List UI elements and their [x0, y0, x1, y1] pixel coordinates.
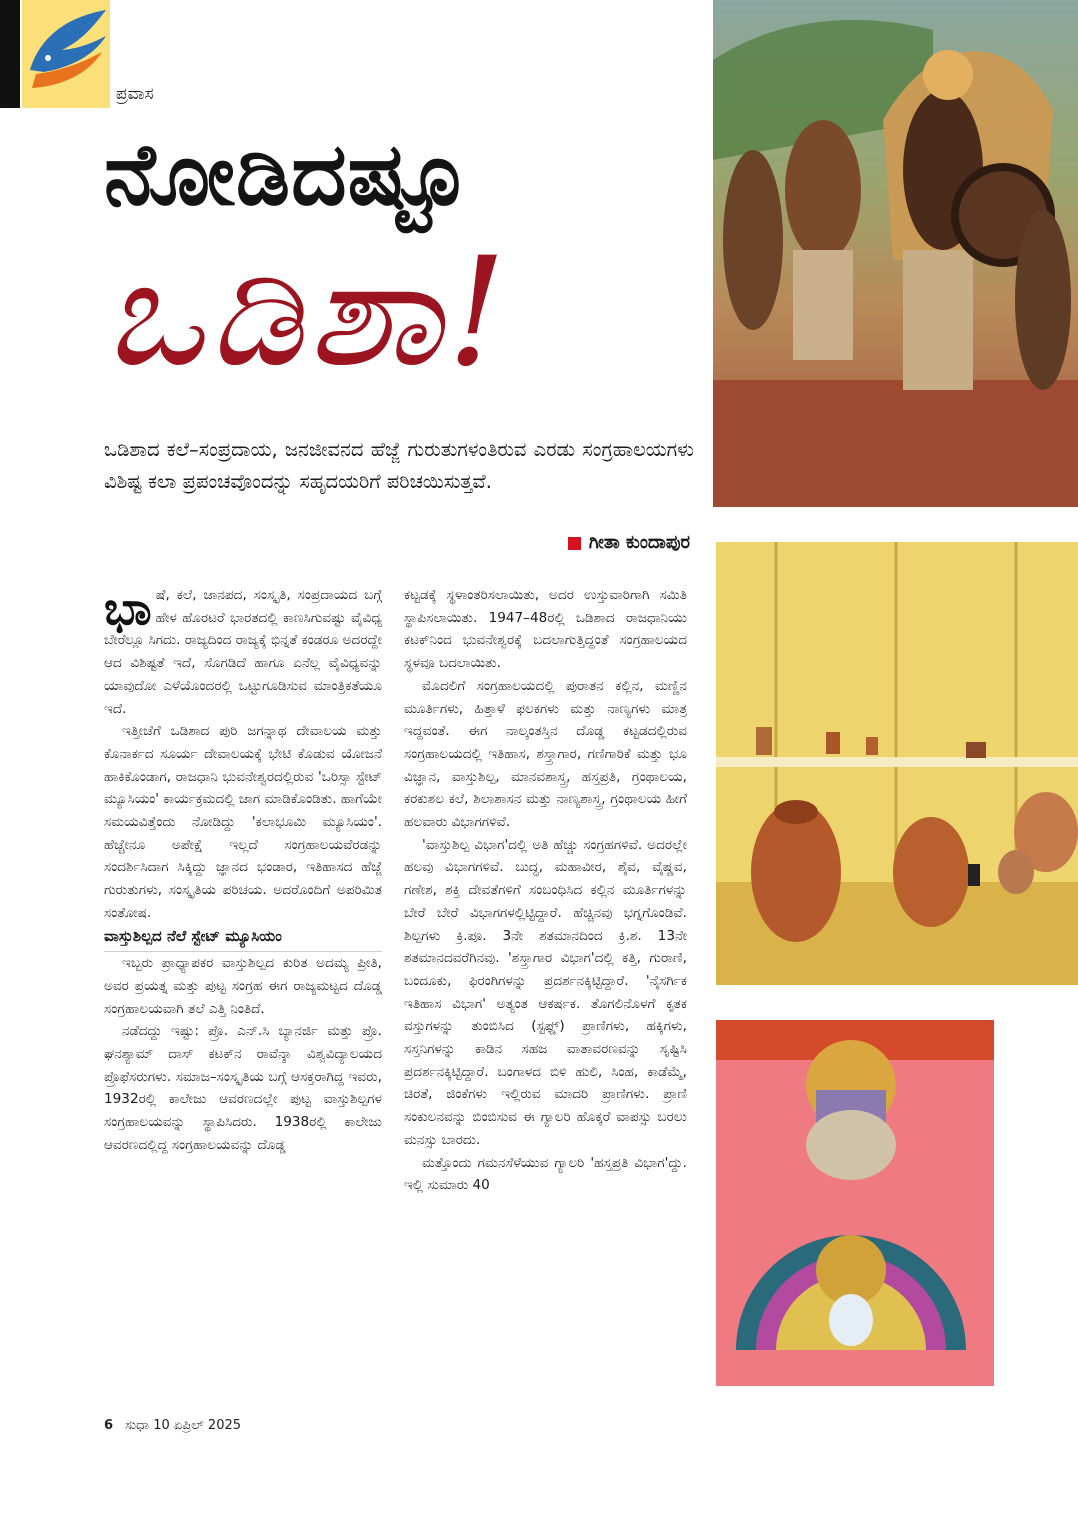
- author-name: ಗೀತಾ ಕುಂದಾಪುರ: [588, 532, 690, 553]
- photo-chhau-mask: [716, 1020, 994, 1386]
- author-byline: [505, 532, 690, 553]
- bird-logo: [22, 0, 110, 108]
- photo-tribal-diorama: [713, 0, 1078, 507]
- dropcap: ಭಾ: [104, 581, 152, 635]
- article-column-1: [104, 581, 382, 1157]
- section-label: ಪ್ರವಾಸ: [116, 84, 154, 104]
- paragraph: [104, 581, 382, 720]
- byline-square-icon: [568, 537, 581, 550]
- paragraph: ಕಟ್ಟಡಕ್ಕೆ ಸ್ಥಳಾಂತರಿಸಲಾಯಿತು, ಅದರ ಉಸ್ತುವಾರಿಗಾಗಿ ಸಮಿತಿ ಸ್ಥಾಪಿಸಲಾಯಿತು. 1947–48ರಲ್ಲಿ ಒಡಿಶಾದ ರಾಜಧಾನಿಯು ಕಟಕ್‌ನಿಂದ ಭುವನೇಶ್ವರಕ್ಕೆ ಬದಲಾಗುತ್ತಿದ್ದಂತೆ ಸಂಗ್ರಹಾಲಯದ ಸ್ಥಳವೂ ಬದಲಾಯಿತು.: [404, 587, 687, 672]
- subheading: ವಾಸ್ತುಶಿಲ್ಪದ ನೆಲೆ ಸ್ಟೇಟ್ ಮ್ಯೂಸಿಯಂ: [104, 925, 382, 953]
- headline-line2: ಒಡಿಶಾ!: [104, 226, 511, 400]
- intro-text: ಒಡಿಶಾದ ಕಲೆ–ಸಂಪ್ರದಾಯ, ಜನಜೀವನದ ಹೆಜ್ಜೆ ಗುರುತುಗಳಂತಿರುವ ಎರಡು ಸಂಗ್ರಹಾಲಯಗಳು ವಿಶಿಷ್ಟ ಕಲಾ ಪ್ರಪಂಚವೊಂದನ್ನು ಸಹೃದಯರಿಗೆ ಪರಿಚಯಿಸುತ್ತವೆ.: [104, 438, 694, 493]
- bird-logo-icon: [22, 0, 110, 108]
- logo-bar: [0, 0, 20, 108]
- paragraph: ಮತ್ತೊಂದು ಗಮನಸೆಳೆಯುವ ಗ್ಯಾಲರಿ 'ಹಸ್ತಪ್ರತಿ ವಿಭಾಗ'ದ್ದು. ಇಲ್ಲಿ ಸುಮಾರು 40: [404, 1154, 687, 1194]
- paragraph: ಇತ್ತೀಚೆಗೆ ಒಡಿಶಾದ ಪುರಿ ಜಗನ್ನಾಥ ದೇವಾಲಯ ಮತ್ತು ಕೊನಾರ್ಕದ ಸೂರ್ಯ ದೇವಾಲಯಕ್ಕೆ ಭೇಟಿ ಕೊಡುವ ಯೋಜನೆ ಹಾಕಿಕೊಂಡಾಗ, ರಾಜಧಾನಿ ಭುವನೇಶ್ವರದಲ್ಲಿರುವ 'ಒರಿಸ್ಸಾ ಸ್ಟೇಟ್ ಮ್ಯೂಸಿಯಂ' ಕಾರ್ಯಕ್ರಮದಲ್ಲಿ ಜಾಗ ಮಾಡಿಕೊಂಡಿತು. ಹಾಗೆಯೇ ಸಮಯವಿತ್ತೆಂದು ನೋಡಿದ್ದು 'ಕಲಾಭೂಮಿ ಮ್ಯೂಸಿಯಂ'. ಹೆಚ್ಚೇನೂ ಅಪೇಕ್ಷೆ ಇಲ್ಲದೆ ಸಂಗ್ರಹಾಲಯವೆರಡನ್ನು ಸಂದರ್ಶಿಸಿದಾಗ ಸಿಕ್ಕಿದ್ದು ಜ್ಞಾನದ ಭಂಡಾರ, ಇತಿಹಾಸದ ಹೆಜ್ಜೆ ಗುರುತುಗಳು, ಸಂಸ್ಕೃತಿಯ ಪರಿಚಯ. ಅದರೊಂದಿಗೆ ಅಪರಿಮಿತ ಸಂತೋಷ.: [104, 723, 382, 921]
- page-number: 6: [104, 1418, 114, 1433]
- paragraph: 'ವಾಸ್ತುಶಿಲ್ಪ ವಿಭಾಗ'ದಲ್ಲಿ ಅತಿ ಹೆಚ್ಚು ಸಂಗ್ರಹಗಳಿವೆ. ಅದರಲ್ಲೇ ಹಲವು ವಿಭಾಗಗಳಿವೆ. ಬುದ್ಧ, ಮಹಾವೀರ, ಶೈವ, ವೈಷ್ಣವ, ಗಣೇಶ, ಶಕ್ತಿ ದೇವತೆಗಳಿಗೆ ಸಂಬಂಧಿಸಿದ ಕಲ್ಲಿನ ಮೂರ್ತಿಗಳನ್ನು ಬೇರೆ ಬೇರೆ ವಿಭಾಗಗಳಲ್ಲಿಟ್ಟಿದ್ದಾರೆ. ಹೆಚ್ಚಿನವು ಭಗ್ನಗೊಂಡಿವೆ. ಶಿಲ್ಪಗಳು ಕ್ರಿ.ಪೂ. 3ನೇ ಶತಮಾನದಿಂದ ಕ್ರಿ.ಶ. 13ನೇ ಶತಮಾನದವರೆಗಿನವು. 'ಶಸ್ತ್ರಾಗಾರ ವಿಭಾಗ'ದಲ್ಲಿ ಕತ್ತಿ, ಗುರಾಣಿ, ಬಂದೂಕು, ಫಿರಂಗಿಗಳನ್ನು ಪ್ರದರ್ಶನಕ್ಕಿಟ್ಟಿದ್ದಾರೆ. 'ನೈಸರ್ಗಿಕ ಇತಿಹಾಸ ವಿಭಾಗ' ಅತ್ಯಂತ ಆಕರ್ಷಕ. ತೊಗಲಿನೊಳಗೆ ಕೃತಕ ವಸ್ತುಗಳನ್ನು ತುಂಬಿಸಿದ (ಸ್ಟಫ್ಡ್) ಪ್ರಾಣಿಗಳು, ಹಕ್ಕಿಗಳು, ಸಸ್ತನಿಗಳನ್ನು ಕಾಡಿನ ಸಹಜ ವಾತಾವರಣವನ್ನು ಸೃಷ್ಟಿಸಿ ಪ್ರದರ್ಶನಕ್ಕಿಟ್ಟಿದ್ದಾರೆ. ಬಂಗಾಳದ ಬಿಳಿ ಹುಲಿ, ಸಿಂಹ, ಕಾಡೆಮ್ಮೆ, ಚಿರತೆ, ಜಿಂಕೆಗಳು ಇಲ್ಲಿರುವ ಮಾದರಿ ಪ್ರಾಣಿಗಳು. ಪ್ರಾಣಿ ಸಂಕುಲನವನ್ನು ಬಿಂಬಿಸುವ ಈ ಗ್ಯಾಲರಿ ಹೊಕ್ಕರೆ ವಾಪಸ್ಸು ಬರಲು ಮನಸ್ಸು ಬಾರದು.: [404, 836, 687, 1148]
- page-footer: [104, 1418, 241, 1433]
- paragraph: ಇಬ್ಬರು ಪ್ರಾಧ್ಯಾಪಕರ ವಾಸ್ತುಶಿಲ್ಪದ ಕುರಿತ ಅದಮ್ಯ ಪ್ರೀತಿ, ಅವರ ಪ್ರಯತ್ನ ಮತ್ತು ಪುಟ್ಟ ಸಂಗ್ರಹ ಈಗ ರಾಜ್ಯಮಟ್ಟದ ದೊಡ್ಡ ಸಂಗ್ರಹಾಲಯವಾಗಿ ತಲೆ ಎತ್ತಿ ನಿಂತಿದೆ.: [104, 955, 382, 1017]
- magazine-issue: ಸುಧಾ 10 ಏಪ್ರಿಲ್ 2025: [125, 1418, 242, 1433]
- article-column-2: [404, 584, 687, 1197]
- paragraph-text: ಷೆ, ಕಲೆ, ಜಾನಪದ, ಸಂಸ್ಕೃತಿ, ಸಂಪ್ರದಾಯದ ಬಗ್ಗೆ ಹೇಳ ಹೊರಟರೆ ಭಾರತದಲ್ಲಿ ಕಾಣಸಿಗುವಷ್ಟು ವೈವಿಧ್ಯ ಬೇರೆಲ್ಲೂ ಸಿಗದು. ರಾಜ್ಯದಿಂದ ರಾಜ್ಯಕ್ಕೆ ಭಿನ್ನತೆ ಕಂಡರೂ ಅದರದ್ದೇ ಆದ ವಿಶಿಷ್ಟತೆ ಇದೆ, ಸೊಗಡಿದೆ ಹಾಗೂ ಏನೆಲ್ಲ ವೈವಿಧ್ಯವನ್ನು ಯಾವುದೋ ಎಳೆಯೊಂದರಲ್ಲಿ ಒಟ್ಟುಗೂಡಿಸುವ ಮಾಂತ್ರಿಕತೆಯೂ ಇದೆ.: [104, 587, 382, 717]
- photo-museum-showcase: [716, 542, 1078, 985]
- paragraph: ನಡೆದದ್ದು ಇಷ್ಟು: ಪ್ರೊ. ಎನ್.ಸಿ ಬ್ಯಾನರ್ಜಿ ಮತ್ತು ಪ್ರೊ. ಘನಶ್ಯಾಮ್ ದಾಸ್ ಕಟಕ್‌ನ ರಾವೆನ್ಶಾ ವಿಶ್ವವಿದ್ಯಾಲಯದ ಪ್ರೊಫೆಸರುಗಳು. ಸಮಾಜ–ಸಂಸ್ಕೃತಿಯ ಬಗ್ಗೆ ಆಸಕ್ತರಾಗಿದ್ದ ಇವರು, 1932ರಲ್ಲಿ ಕಾಲೇಜು ಆವರಣದಲ್ಲೇ ಪುಟ್ಟ ವಾಸ್ತುಶಿಲ್ಪಗಳ ಸಂಗ್ರಹಾಲಯವನ್ನು ಸ್ಥಾಪಿಸಿದರು. 1938ರಲ್ಲಿ ಕಾಲೇಜು ಆವರಣದಲ್ಲಿದ್ದ ಸಂಗ್ರಹಾಲಯವನ್ನು ದೊಡ್ಡ: [104, 1023, 382, 1153]
- paragraph: ಮೊದಲಿಗೆ ಸಂಗ್ರಹಾಲಯದಲ್ಲಿ ಪುರಾತನ ಕಲ್ಲಿನ, ಮಣ್ಣಿನ ಮೂರ್ತಿಗಳು, ಹಿತ್ತಾಳೆ ಫಲಕಗಳು ಮತ್ತು ನಾಣ್ಯಗಳು ಮಾತ್ರ ಇದ್ದವಂತೆ. ಈಗ ನಾಲ್ಕಂತಸ್ತಿನ ದೊಡ್ಡ ಕಟ್ಟಡದಲ್ಲಿರುವ ಸಂಗ್ರಹಾಲಯದಲ್ಲಿ ಇತಿಹಾಸ, ಶಸ್ತ್ರಾಗಾರ, ಗಣಿಗಾರಿಕೆ ಮತ್ತು ಭೂ ವಿಜ್ಞಾನ, ವಾಸ್ತುಶಿಲ್ಪ, ಮಾನವಶಾಸ್ತ್ರ, ಹಸ್ತಪ್ರತಿ, ಗ್ರಂಥಾಲಯ, ಕರಕುಶಲ ಕಲೆ, ಶಿಲಾಶಾಸನ ಮತ್ತು ನಾಣ್ಯಶಾಸ್ತ್ರ, ಗ್ರಂಥಾಲಯ ಹೀಗೆ ಹಲವಾರು ವಿಭಾಗಗಳಿವೆ.: [404, 677, 687, 831]
- headline-line1: ನೋಡಿದಷ್ಟೂ: [104, 125, 469, 225]
